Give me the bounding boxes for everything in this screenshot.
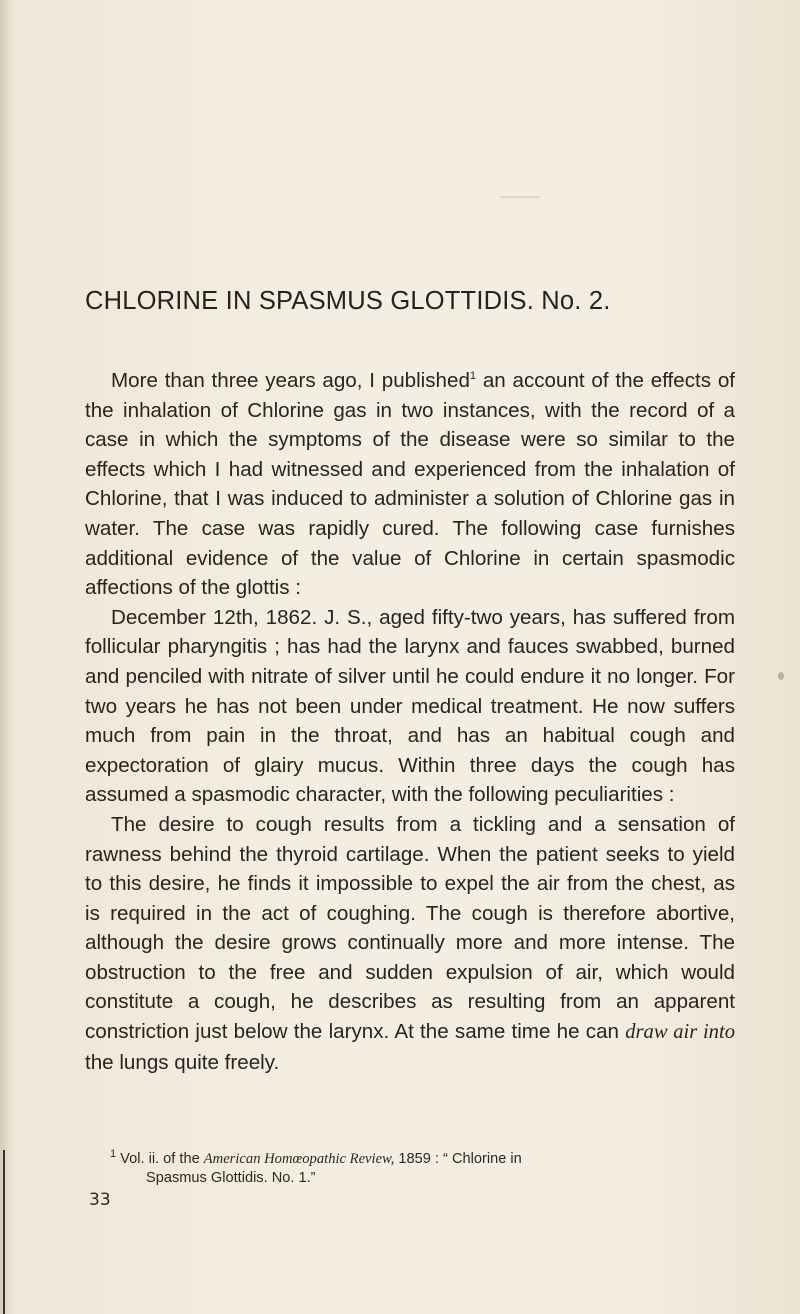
emphasized-phrase: draw air into [625, 1021, 735, 1044]
paragraph-3 [85, 810, 735, 1077]
page-number: 33 [89, 1190, 111, 1210]
paper-speck [500, 196, 540, 198]
page-edge-line [3, 1150, 5, 1314]
paragraph-1-start: More than three years ago, I published [111, 369, 470, 392]
footnote-reference: 1 [469, 370, 477, 383]
paragraph-1 [85, 366, 735, 603]
footnote-text-start: Vol. ii. of the [116, 1151, 204, 1167]
paper-speck [778, 672, 784, 680]
main-text [85, 366, 735, 1077]
footnote [110, 1150, 670, 1188]
paragraph-3-end: the lungs quite freely. [85, 1050, 280, 1074]
footnote-continuation: Spasmus Glottidis. No. 1.” [146, 1170, 316, 1186]
paragraph-3-start: The desire to cough results from a tickling and a sensation of rawness behind the thyroid cartilage. When the patient seeks to yield to this desire, he finds it impossible to expel the air from the chest, as is required in the act of coughing. The cough is therefore abortive, although the desire grows continually more and more intense. The obstruction to the free and sudden expulsion of air, which would constitute a cough, he describes as resulting from an apparent constriction just below the larynx. At the same time he can [85, 812, 735, 1044]
gutter-shadow [0, 0, 14, 1314]
page-title: CHLORINE IN SPASMUS GLOTTIDIS. No. 2. [85, 287, 611, 315]
paragraph-1-rest: an account of the effects of the inhalation of Chlorine gas in two instances, with the record of a case in which the symptoms of the disease were so similar to the effects which I had witnessed and experienced from the inhalation of Chlorine, that I was induced to administer a solution of Chlorine gas in water. The case was rapidly cured. The following case furnishes additional evidence of the value of Chlorine in certain spasmodic affections of the glottis : [85, 369, 735, 600]
journal-title: American Homœopathic Review, [203, 1151, 395, 1167]
footnote-marker: 1 [110, 1148, 117, 1161]
footnote-text-end: 1859 : “ Chlorine in [394, 1151, 522, 1167]
paragraph-2: December 12th, 1862. J. S., aged fifty-two years, has suffered from follicular pharyngitis ; has had the larynx and fauces swabbed, burned and penciled with nitrate of silver until he could endure it no longer. For two years he has not been under medical treatment. He now suffers much from pain in the throat, and has an habitual cough and expectoration of glairy mucus. Within three days the cough has assumed a spasmodic character, with the following peculiarities : [85, 605, 735, 807]
